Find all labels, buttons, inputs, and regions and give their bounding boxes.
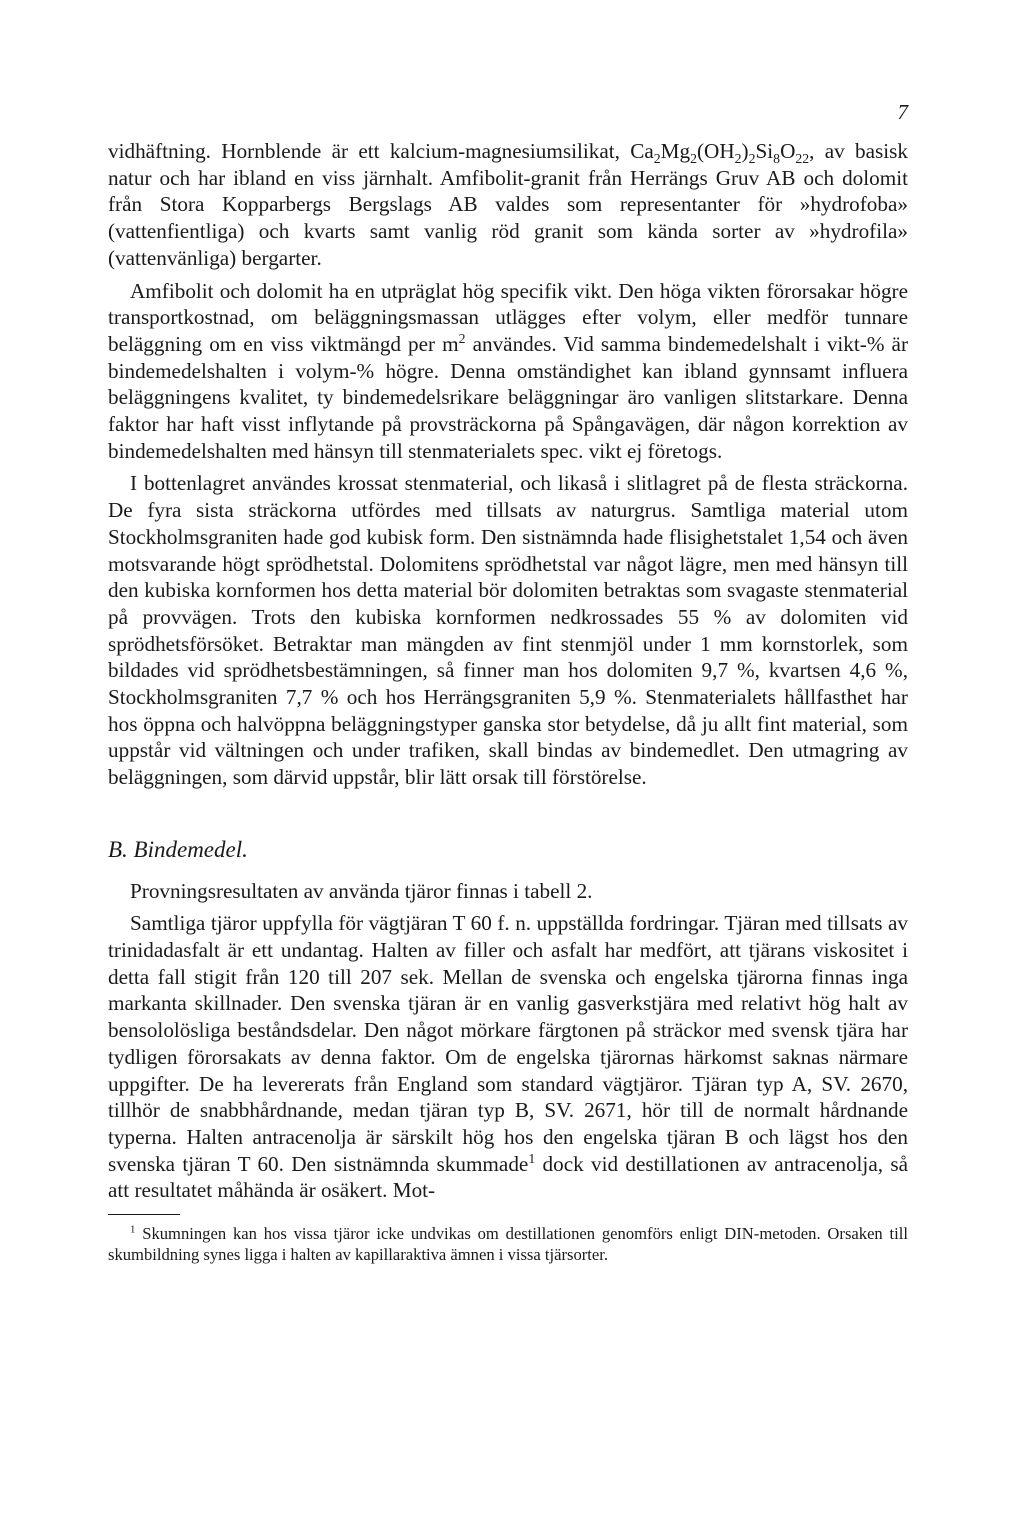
body-text <box>108 138 908 1265</box>
footnote-marker: 1 <box>130 1223 136 1236</box>
page-number: 7 <box>897 100 908 124</box>
footnote: $^1$ Skumningen kan hos vissa tjäror icke undvikas om destillationen genomförs enligt DIN-metoden. Orsaken till skumbildning synes ligga i halten av kapillaraktiva ämnen i vissa tjärsorter. <box>108 1223 908 1265</box>
footnotes <box>108 1223 908 1265</box>
paragraph-bottenlagret: I bottenlagret användes krossat stenmaterial, och likaså i slitlagret på de flesta sträckorna. De fyra sista sträckorna utfördes med tillsats av naturgrus. Samtliga material utom Stockholmsgraniten hade god kubisk form. Den sistnämnda hade flisighetstalet 1,54 och även motsvarande högt sprödhetstal. Dolomitens sprödhetstal var något lägre, men med hänsyn till den kubiska kornformen hos detta material bör dolomiten betraktas som svagaste stenmaterial på provvägen. Trots den kubiska kornformen nedkrossades 55 % av dolomiten vid sprödhetsförsöket. Betraktar man mängden av fint stenmjöl under 1 mm kornstorlek, som bildades vid sprödhetsbestämningen, så finner man hos dolomiten 9,7 %, kvartsen 4,6 %, Stockholmsgraniten 7,7 % och hos Herrängsgraniten 5,9 %. Stenmaterialets hållfasthet har hos öppna och halvöppna beläggningstyper ganska stor betydelse, då ju allt fint material, som uppstår vid vältningen och under trafiken, skall bindas av bindemedlet. Den utmagring av beläggningen, som därvid uppstår, blir lätt orsak till förstörelse. <box>108 471 908 790</box>
paragraph-amfibolit: Amfibolit och dolomit ha en utpräglat hög specifik vikt. Den höga vikten förorsakar högre transportkostnad, om beläggningsmassan utlägges efter volym, eller medför tunnare beläggning om en viss viktmängd per $m^2$ användes. Vid samma bindemedelshalt i vikt-% är bindemedelshalten i volym-% högre. Denna omständighet kan ibland gynnsamt influera beläggningens kvalitet, ty bindemedelsrikare beläggningar äro vanligen slitstarkare. Denna faktor har haft visst inflytande på provsträckorna på Spångavägen, där någon korrektion av bindemedelshalten med hänsyn till stenmaterialets spec. vikt ej företogs. <box>108 278 908 463</box>
chemical-formula: $Ca_2Mg_2(OH_2)_2Si_8O_{22}$ <box>630 139 810 167</box>
section-heading: B. Bindemedel. <box>108 836 248 862</box>
paragraph-provningsresultaten: Provningsresultaten av använda tjäror finnas i tabell 2. <box>130 878 593 903</box>
footnote-divider <box>108 1214 180 1215</box>
footnote-reference: 1 <box>528 1150 536 1166</box>
document-page <box>108 100 908 1265</box>
paragraph-tjaror: Samtliga tjäror uppfylla för vägtjäran T 60 f. n. uppställda fordringar. Tjäran med tillsats av trinidadasfalt är ett undantag. Halten av filler och asfalt har medfört, att tjärans viskositet i detta fall stigit från 120 till 207 sek. Mellan de svenska och engelska tjärorna finnas inga markanta skillnader. Den svenska tjäran är en vanlig gasverkstjära med relativt hög halt av bensololösliga beståndsdelar. Den något mörkare färgtonen på sträckor med svensk tjära har tydligen förorsakats av denna faktor. Om de engelska tjärornas härkomst saknas närmare uppgifter. De ha levererats från England som standard vägtjäror. Tjäran typ A, SV. 2670, tillhör de snabbhårdnande, medan tjäran typ B, SV. 2671, hör till de normalt hårdnande typerna. Halten antracenolja är särskilt hög hos den engelska tjäran B och lägst hos den svenska tjäran T 60. Den sistnämnda skummade$^1$ dock vid destillationen av antracenolja, så att resultatet måhända är osäkert. Mot- <box>108 911 908 1203</box>
paragraph-hornblende: vidhäftning. Hornblende är ett kalcium-magnesiumsilikat, $Ca_2Mg_2(OH_2)_2Si_8O_{22}$, av basisk natur och har ibland en viss järnhalt. Amfibolit-granit från Herrängs Gruv AB och dolomit från Stora Kopparbergs Bergslags AB valdes som representanter för »hydrofoba» (vattenfientliga) och kvarts samt vanlig röd granit som kända sorter av »hydrofila» (vattenvänliga) bergarter. <box>108 139 909 270</box>
